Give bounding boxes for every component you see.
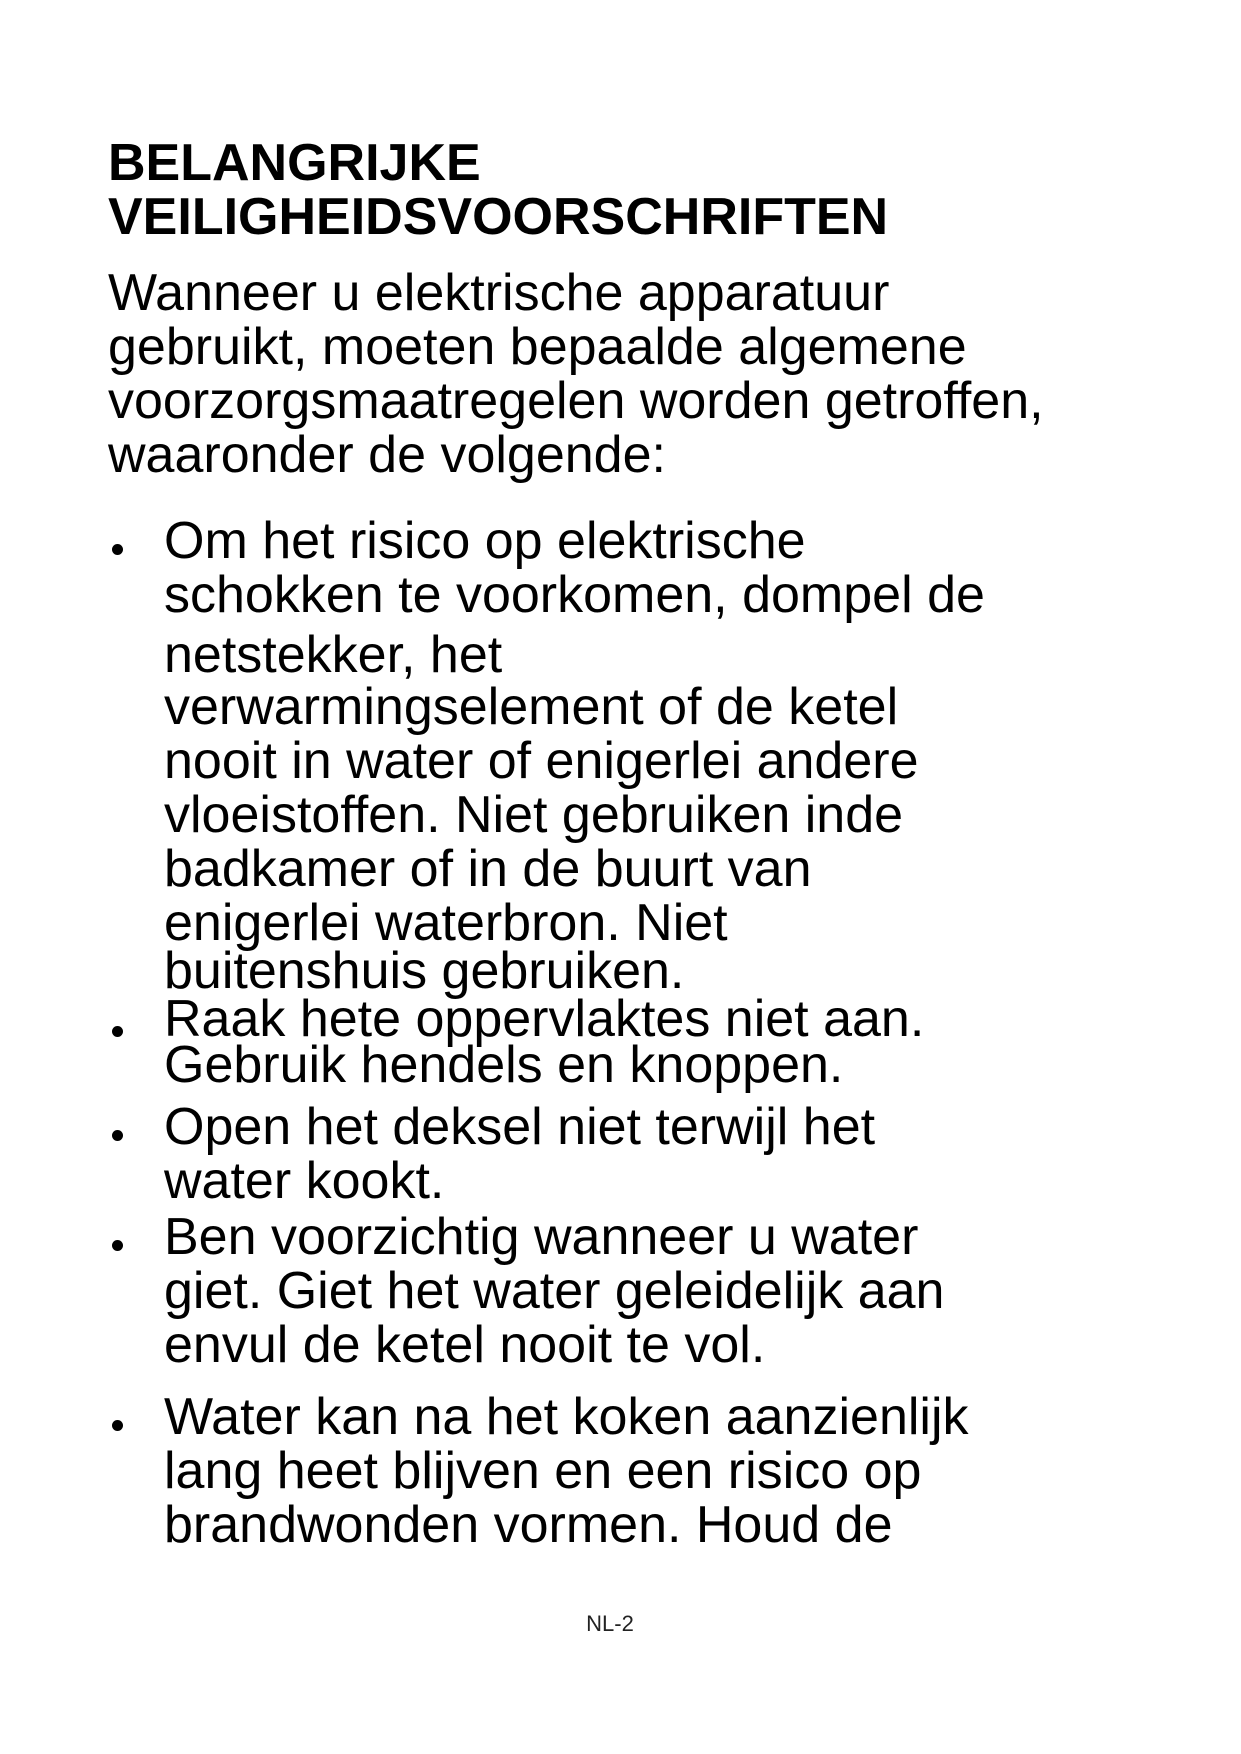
list-item-text [164,1390,1184,1552]
list-item-text [164,990,1184,1094]
list-item-line: lang heet blijven en een risico op [164,1442,922,1500]
list-item-line: Ben voorzichtig wanneer u water [164,1208,919,1266]
list-item-line: Water kan na het koken aanzienlijk [164,1388,969,1446]
list-item-line: giet. Giet het water geleidelijk aan [164,1262,945,1320]
intro-paragraph [108,266,1188,482]
list-item-line: envul de ketel nooit te vol. [164,1316,766,1374]
list-item-line: netstekker, het [164,626,503,684]
page-title [108,136,1168,244]
list-item-line: water kookt. [164,1152,445,1210]
list-item-text [164,514,1184,998]
list-item-line: nooit in water of enigerlei andere [164,732,919,790]
intro-line: Wanneer u elektrische apparatuur [108,264,890,322]
list-item-line: schokken te voorkomen, dompel de [164,566,985,624]
intro-line: gebruikt, moeten bepaalde algemene [108,318,967,376]
list-item-line: enigerlei waterbron. Niet [164,894,728,952]
list-item-line: brandwonden vormen. Houd de [164,1496,893,1554]
title-line: BELANGRIJKE [108,134,481,192]
list-item-line: buitenshuis gebruiken. [164,942,685,1000]
list-item-line: Raak hete oppervlaktes niet aan. [164,990,925,1048]
list-item-text [164,1210,1184,1372]
list-item-line: badkamer of in de buurt van [164,840,812,898]
intro-line: waaronder de volgende: [108,426,666,484]
list-item-line: Gebruik hendels en knoppen. [164,1036,844,1094]
list-item-text [164,1100,1184,1208]
list-item-line: verwarmingselement of de ketel [164,678,899,736]
list-item-line: Om het risico op elektrische [164,512,806,570]
title-line: VEILIGHEIDSVOORSCHRIFTEN [108,188,889,246]
intro-line: voorzorgsmaatregelen worden getroffen, [108,372,1044,430]
list-item-line: vloeistoffen. Niet gebruiken inde [164,786,904,844]
list-item-line: Open het deksel niet terwijl het [164,1098,876,1156]
page-number: NL-2 [586,1611,634,1636]
